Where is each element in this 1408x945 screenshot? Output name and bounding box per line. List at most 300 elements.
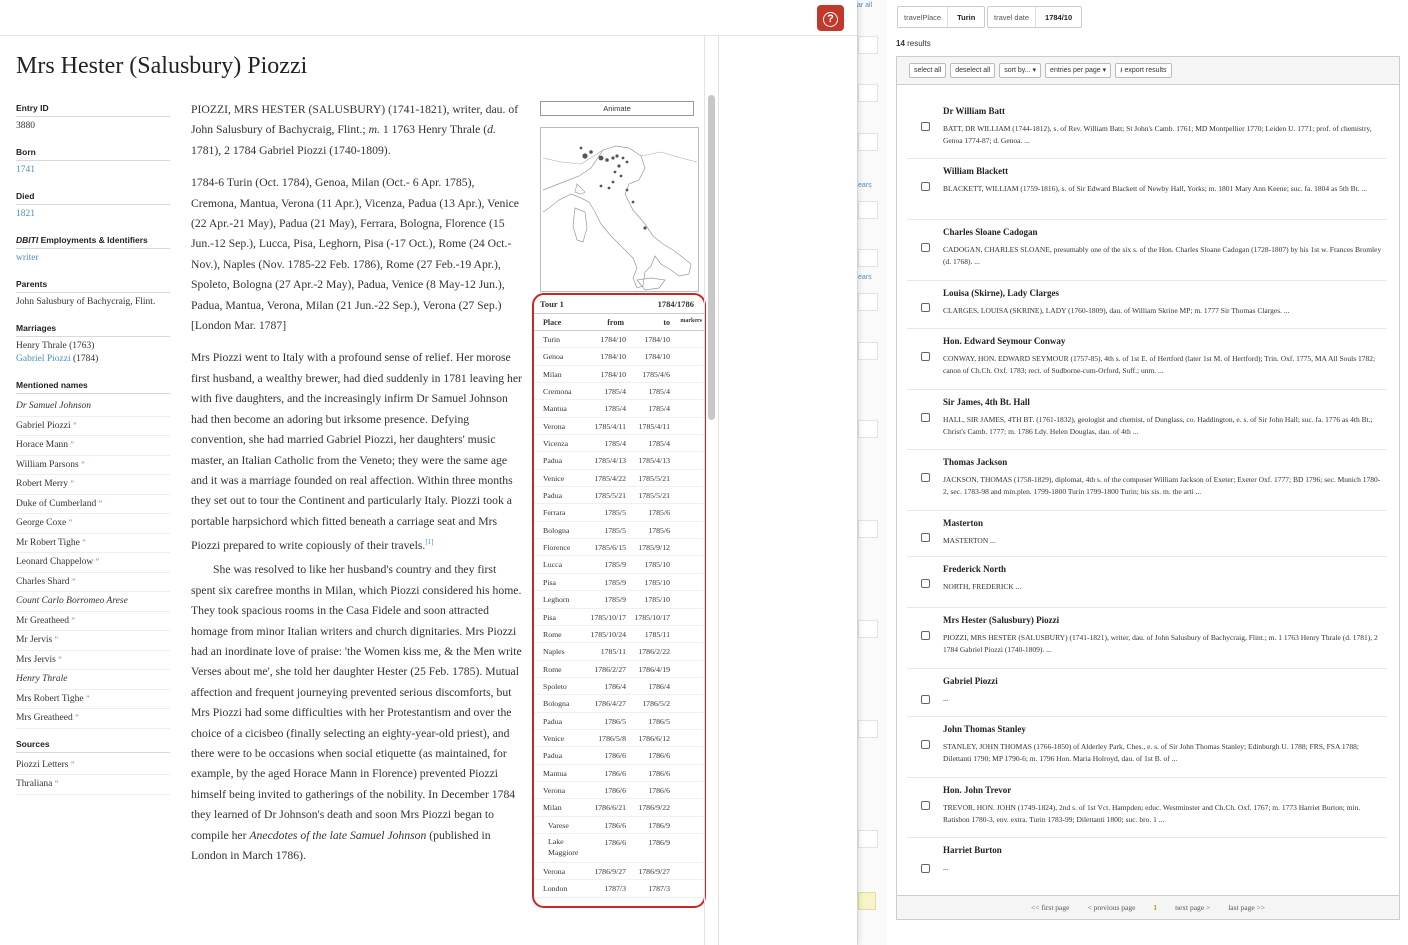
died-label: Died <box>16 191 170 205</box>
tour-to: 1785/6 <box>648 508 670 518</box>
tour-from: 1785/4/11 <box>594 421 626 431</box>
background-field <box>858 342 878 360</box>
marriage-name-link[interactable]: Gabriel Piozzi <box>16 354 71 364</box>
tour-to: 1786/9 <box>648 837 670 847</box>
mentioned-name-item[interactable] <box>16 456 170 476</box>
animate-button[interactable]: Animate <box>540 101 694 116</box>
tour-to: 1786/6 <box>648 768 670 778</box>
italy-map-icon <box>541 128 698 291</box>
result-name[interactable]: Thomas Jackson <box>943 457 1008 467</box>
entry-id-label: Entry ID <box>16 103 170 117</box>
result-description: TREVOR, HON. JOHN (1749-1824), 2nd s. of 1st Vct. Hampden; educ. Westminster and Ch.Ch. Oxf. 1767; m. 1773 Harriet Burton; min. Ratisbon 1780-3, env. extra. Turin 1783-99; Dilettanti 1800; suc. bro. 1 ... <box>943 803 1361 824</box>
quote-icon[interactable]: ” <box>71 615 74 625</box>
tour-row[interactable] <box>534 418 704 435</box>
result-name[interactable]: Frederick North <box>943 564 1007 574</box>
result-description: HALL, SIR JAMES, 4TH BT. (1761-1832), geologist and chemist, of Dunglass, co. Haddington, e. s. of Sir John Hall; suc. fa. 1776 as 4th Bt.; Christ's Camb. 1777; m. 1786 Ldy. Helen Douglas, dau. of 4th ... <box>943 415 1373 436</box>
result-name[interactable]: Louisa (Skirne), Lady Clarges <box>943 288 1060 298</box>
tour-from: 1785/10/24 <box>590 629 626 639</box>
result-description: NORTH, FREDERICK ... <box>943 582 1022 591</box>
quote-icon[interactable]: ” <box>72 420 76 430</box>
result-item[interactable] <box>907 511 1387 557</box>
mentioned-name: Horace Mann <box>16 440 68 450</box>
tour-place: Cremona <box>543 387 572 397</box>
mentioned-name-item[interactable] <box>16 514 170 534</box>
tour-row[interactable] <box>534 504 704 521</box>
result-description: MASTERTON ... <box>943 536 996 545</box>
employment-label-rest: Employments & Identifiers <box>38 235 148 245</box>
source-name: Piozzi Letters <box>16 759 69 770</box>
quote-icon[interactable]: ” <box>85 693 89 703</box>
column-header-to: to <box>663 318 670 327</box>
tour-row[interactable] <box>534 348 704 365</box>
tour-from: 1784/10 <box>600 335 626 344</box>
results-list <box>896 56 1400 920</box>
result-description: CADOGAN, CHARLES SLOANE, presumably one of the six s. of the Hon. Charles Sloane Cadogan (1728-1807) by his 1st w. Frances Bromley (d. 1768). ... <box>943 245 1382 266</box>
background-field <box>858 520 878 538</box>
background-field-highlight <box>858 892 876 910</box>
last-page-link[interactable]: last page >> <box>1228 903 1266 912</box>
tour-column-headers <box>534 314 704 331</box>
result-name[interactable]: Charles Sloane Cadogan <box>943 227 1038 237</box>
tour-to: 1786/6 <box>648 785 670 795</box>
result-item[interactable] <box>907 838 1387 898</box>
tour-to: 1784/10 <box>644 352 670 362</box>
background-field <box>858 720 878 738</box>
result-description: BATT, DR WILLIAM (1744-1812), s. of Rev. William Batt; St John's Camb. 1761; MD Montpellier 1770; Leiden U. 1771; prof. of chemistry, Genoa 1774-87; d. Genoa. ... <box>943 124 1372 145</box>
tour-to: 1786/9 <box>648 820 670 830</box>
tour-to: 1785/4 <box>648 404 670 414</box>
result-checkbox[interactable] <box>921 473 930 482</box>
tour-from: 1786/4/27 <box>594 699 626 709</box>
tour-row[interactable] <box>534 643 704 660</box>
tour-from: 1785/4 <box>604 387 626 397</box>
secondary-panel <box>718 36 857 945</box>
results-toolbar <box>897 57 1399 85</box>
sources-list <box>16 756 170 795</box>
tour-row[interactable] <box>534 522 704 539</box>
tour-row[interactable] <box>534 626 704 643</box>
result-item[interactable] <box>907 220 1387 281</box>
tour-row[interactable] <box>534 880 704 897</box>
tour-row[interactable] <box>534 863 704 880</box>
tour-place: London <box>543 884 568 894</box>
tour-title: Tour 1 <box>540 299 564 309</box>
tour-place: Florence <box>543 543 571 553</box>
result-description: CONWAY, HON. EDWARD SEYMOUR (1757-85), 4th s. of 1st E. of Hertford (later 1st M. of Hertford); Trin. Oxf. 1775, MA All Souls 1782; canon of Ch.Ch. Oxf. 1783; rect. of Sudborne-cum-Orford, Suff.; unm. ... <box>943 354 1376 375</box>
marriage-year: (1784) <box>72 354 99 364</box>
next-page-link[interactable]: next page > <box>1175 903 1211 912</box>
background-field <box>858 620 878 638</box>
tour-row[interactable] <box>534 817 704 834</box>
tour-place: Milan <box>543 369 562 379</box>
tour-to: 1786/4/19 <box>638 664 670 674</box>
result-checkbox[interactable] <box>921 579 930 588</box>
mentioned-name: George Coxe <box>16 518 67 528</box>
tour-place: Venice <box>543 733 565 743</box>
mentioned-name-item[interactable] <box>16 475 170 495</box>
tour-row[interactable] <box>534 713 704 730</box>
select-all-button[interactable]: select all <box>909 63 946 78</box>
tour-place: Verona <box>543 421 566 431</box>
tour-rows <box>534 331 704 898</box>
mentioned-name-item[interactable] <box>16 436 170 456</box>
page-title: Mrs Hester (Salusbury) Piozzi <box>16 53 308 79</box>
born-link[interactable]: 1741 <box>16 165 35 175</box>
tour-to: 1786/5/2 <box>642 699 670 709</box>
biography-text <box>191 100 523 867</box>
result-item[interactable] <box>907 281 1387 329</box>
background-field <box>858 830 878 848</box>
quote-icon[interactable]: ” <box>68 518 72 527</box>
tour-row[interactable] <box>534 470 704 487</box>
result-name[interactable]: Hon. John Trevor <box>943 785 1012 795</box>
source-name: Thraliana <box>16 779 53 789</box>
tour-place: Verona <box>543 785 566 795</box>
tour-from: 1784/10 <box>600 352 626 362</box>
tour-place: Mantua <box>543 768 567 778</box>
mentioned-name-item[interactable] <box>16 670 170 690</box>
mentioned-names-list <box>16 397 170 729</box>
tour-place: Spoleto <box>543 681 567 691</box>
tour-row[interactable] <box>534 765 704 782</box>
mentioned-name-item[interactable] <box>16 592 170 612</box>
mentioned-name-item[interactable] <box>16 651 170 671</box>
mentioned-name-item[interactable] <box>16 631 170 651</box>
result-checkbox[interactable] <box>921 413 930 422</box>
mentioned-names-label: Mentioned names <box>16 380 170 394</box>
tour-row[interactable] <box>534 556 704 573</box>
tour-from: 1786/5 <box>604 716 626 726</box>
mentioned-name-item[interactable] <box>16 612 170 632</box>
deselect-all-button[interactable]: deselect all <box>950 63 995 78</box>
tour-to: 1787/3 <box>648 884 670 894</box>
background-panel <box>857 0 887 945</box>
footnote-link[interactable]: [1] <box>425 538 434 547</box>
tour-from: 1785/10/17 <box>590 612 626 622</box>
mentioned-name: Mr Jervis <box>16 635 53 645</box>
mentioned-name: Count Carlo Borromeo Arese <box>16 596 128 606</box>
filter-value: 1784/10 <box>1045 12 1073 22</box>
result-item[interactable] <box>907 557 1387 608</box>
tour-to: 1785/10 <box>644 595 670 605</box>
source-item[interactable] <box>16 775 170 795</box>
tour-place: Lake Maggiore <box>548 836 579 857</box>
result-checkbox[interactable] <box>921 352 930 361</box>
entry-id-value: 3880 <box>16 121 35 131</box>
quote-icon[interactable]: ” <box>75 713 78 722</box>
tour-place: Mantua <box>543 404 567 414</box>
mentioned-name-item[interactable] <box>16 573 170 593</box>
column-header-from: from <box>607 318 624 327</box>
tour-to: 1785/5/21 <box>638 473 670 483</box>
entries-per-page-dropdown[interactable]: entries per page ▾ <box>1045 63 1111 78</box>
tour-place: Pisa <box>543 612 556 622</box>
tour-place: Genoa <box>543 352 564 362</box>
result-checkbox[interactable] <box>921 864 930 873</box>
tour-row[interactable] <box>534 591 704 608</box>
column-header-place: Place <box>543 318 562 327</box>
result-checkbox[interactable] <box>921 122 930 131</box>
tour-from: 1785/4 <box>604 439 626 449</box>
tour-from: 1785/5 <box>604 525 626 535</box>
result-checkbox[interactable] <box>921 740 930 749</box>
tour-place: Pisa <box>543 577 556 587</box>
tour-row[interactable] <box>534 331 704 348</box>
mentioned-name: Robert Merry <box>16 479 68 489</box>
quote-icon[interactable]: ” <box>95 557 99 566</box>
mentioned-name-item[interactable] <box>16 709 170 729</box>
tour-place: Rome <box>543 664 562 674</box>
tour-from: 1785/4 <box>604 404 626 414</box>
tour-from: 1787/3 <box>604 884 626 894</box>
marriage-item <box>16 353 170 366</box>
tour-dates: 1784/1786 <box>657 299 694 309</box>
result-item[interactable] <box>907 450 1387 511</box>
tour-place: Bologna <box>543 699 570 709</box>
tour-from: 1786/6 <box>604 837 626 847</box>
background-field <box>858 420 878 438</box>
tour-row[interactable] <box>534 695 704 712</box>
result-name[interactable]: Harriet Burton <box>943 845 1002 855</box>
mentioned-name: William Parsons <box>16 459 79 470</box>
tour-to: 1786/6/12 <box>638 733 670 743</box>
background-text: ar all <box>857 2 873 9</box>
background-field <box>858 84 878 102</box>
quote-icon[interactable]: ” <box>71 576 75 586</box>
tour-from: 1786/9/27 <box>594 866 626 876</box>
tour-place: Milan <box>543 803 562 813</box>
result-name[interactable]: John Thomas Stanley <box>943 724 1026 734</box>
tour-row[interactable] <box>534 539 704 556</box>
background-field <box>858 249 878 267</box>
bio-paragraph: Mrs Piozzi went to Italy with a profound sense of relief. Her morose first husband, a wealthy brewer, had died suddenly in 1781 leaving her with five daughters, and the increasingly infirm Dr Samuel Johnson had then become an adoring but irksome presence. Defying convention, she had married Gabriel Piozzi, her daughters' music master, an Italian Catholic from the Veneto; they were the same age and it was a marriage founded on real affection. Within three months they set out to tour the Continent and particularly Italy. Piozzi took a portable harpsichord which fitted beneath a carriage seat and Mrs Piozzi prepared to write copiously of their travels.[1] <box>191 351 522 553</box>
result-checkbox[interactable] <box>921 182 930 191</box>
tour-row[interactable] <box>534 383 704 400</box>
result-name[interactable]: Mrs Hester (Salusbury) Piozzi <box>943 615 1060 625</box>
tour-place: Ferrara <box>543 508 566 518</box>
result-item[interactable] <box>907 608 1387 669</box>
result-item[interactable] <box>907 99 1387 159</box>
tour-to: 1785/6 <box>648 525 670 535</box>
tour-to: 1785/10 <box>644 577 670 587</box>
background-field <box>858 201 878 219</box>
marriage-item <box>16 340 170 353</box>
results-count: 14 results <box>896 39 931 48</box>
tour-from: 1786/4 <box>604 681 626 691</box>
filter-value: Turin <box>957 12 976 22</box>
result-item[interactable] <box>907 717 1387 778</box>
result-item[interactable] <box>907 669 1387 717</box>
quote-icon[interactable]: ” <box>70 440 73 449</box>
source-item[interactable] <box>16 756 170 776</box>
quote-icon[interactable]: ” <box>70 479 73 488</box>
result-name[interactable]: William Blackett <box>943 166 1009 176</box>
tour-from: 1785/11 <box>600 647 626 657</box>
tour-row[interactable] <box>534 782 704 799</box>
quote-icon[interactable]: ” <box>54 635 58 644</box>
tour-to: 1786/4 <box>648 681 670 691</box>
tour-to: 1785/11 <box>644 629 670 639</box>
parents-label: Parents <box>16 279 170 293</box>
tour-to: 1785/9/12 <box>638 543 670 553</box>
help-button[interactable] <box>817 5 844 31</box>
tour-from: 1785/9 <box>604 595 626 605</box>
tour-to: 1784/10 <box>644 335 670 344</box>
tour-map[interactable] <box>540 127 699 292</box>
result-item[interactable] <box>907 159 1387 220</box>
tour-to: 1786/9/27 <box>638 866 670 876</box>
tour-to: 1785/10/17 <box>634 612 670 622</box>
tour-row[interactable] <box>534 400 704 417</box>
filter-key: travel date <box>988 7 1036 27</box>
bio-paragraph: She was resolved to like her husband's country and they first spent six carefree months in Milan, which Piozzi considered his home. They took spacious rooms in the Casa Fidele and soon attracted homage from minor Italian writers and church dignitaries. Mrs Piozzi had an inordinate love of praise: 'the Women kiss me, & the Men write Verses about me', she told her daughter Hester (25 Feb. 1785). Mutual affection and frequent journeying prevented serious discomforts, but Mrs Piozzi had some difficulties with her Protestantism and over the choice of a cicisbeo (finally selecting an eighty-year-old priest), and there were to be occasions when social etiquette (as maintained, for example, by the aged Horace Mann in Florence) prevented Piozzi himself being invited to gatherings of the nobility. In December 1784 they learned of Dr Johnson's death and soon Mrs Piozzi began to compile her Anecdotes of the late Samuel Johnson (published in London in March 1786). <box>191 563 522 863</box>
mentioned-name: Mr Robert Tighe <box>16 537 80 548</box>
employment-label-prefix: DBITI <box>16 235 39 245</box>
tour-from: 1785/5/21 <box>594 491 626 501</box>
mentioned-name: Mrs Robert Tighe <box>16 693 84 704</box>
background-field <box>858 133 878 151</box>
tour-to: 1785/4 <box>648 387 670 397</box>
mentioned-name: Mrs Greatheed <box>16 713 73 723</box>
mentioned-name: Dr Samuel Johnson <box>16 401 91 411</box>
tour-to: 1786/5 <box>648 716 670 726</box>
quote-icon[interactable]: ” <box>58 654 61 664</box>
mentioned-name: Charles Shard <box>16 576 70 587</box>
result-description: PIOZZI, MRS HESTER (SALUSBURY) (1741-1821), writer, dau. of John Salusbury of Bachycraig, Flint.; m. 1 1763 Henry Thrale (d. 1781), 2 1784 Gabriel Piozzi (1740-1809). ... <box>943 633 1378 654</box>
result-name[interactable]: Hon. Edward Seymour Conway <box>943 336 1066 346</box>
tour-to: 1785/5/21 <box>638 491 670 501</box>
filter-travel-date[interactable] <box>987 6 1082 28</box>
tour-row[interactable] <box>534 747 704 764</box>
filter-travel-place[interactable] <box>897 6 985 28</box>
tour-to: 1786/2/22 <box>638 647 670 657</box>
tour-to: 1786/6 <box>648 751 670 761</box>
result-description: BLACKETT, WILLIAM (1759-1816), s. of Sir Edward Blackett of Newby Hall, Yorks; m. 1801 Mary Ann Keene; suc. fa. 1804 as 5th Bt. ... <box>943 184 1368 193</box>
sources-label: Sources <box>16 739 170 753</box>
tour-place: Bologna <box>543 525 570 535</box>
mentioned-name-item[interactable] <box>16 690 170 710</box>
tour-row[interactable] <box>534 834 704 863</box>
result-checkbox[interactable] <box>921 533 930 542</box>
tour-to: 1786/9/22 <box>638 803 670 813</box>
result-item[interactable] <box>907 390 1387 450</box>
bio-scrollbar[interactable] <box>708 95 715 420</box>
tour-to: 1785/4 <box>648 439 670 449</box>
result-description: STANLEY, JOHN THOMAS (1766-1850) of Alderley Park, Ches., e. s. of Sir John Thomas Stanley; Edinburgh U. 1788; FRS, FSA 1788; Dilettanti 1790; MP 1790-6; m. 1796 Hon. Maria Holroyd, dau. of 1st B. of ... <box>943 742 1359 763</box>
tour-place: Lucca <box>543 560 563 570</box>
tour-from: 1786/6 <box>604 785 626 795</box>
result-description: ... <box>943 694 949 703</box>
quote-icon[interactable]: ” <box>82 537 85 547</box>
tour-to: 1785/10 <box>644 560 670 570</box>
tour-table <box>532 293 706 908</box>
result-description: ... <box>943 863 949 872</box>
result-checkbox[interactable] <box>921 243 930 252</box>
bio-paragraph: PIOZZI, MRS HESTER (SALUSBURY) (1741-1821), writer, dau. of John Salusbury of Bachycraig, Flint.; m. 1 1763 Henry Thrale (d. 1781), 2 1784 Gabriel Piozzi (1740-1809). <box>191 103 519 157</box>
tour-from: 1786/2/27 <box>594 664 626 674</box>
tour-place: Padua <box>543 716 563 726</box>
tour-place: Verona <box>543 866 566 876</box>
quote-icon[interactable]: ” <box>98 498 102 508</box>
tour-to: 1785/4/6 <box>642 369 670 379</box>
tour-from: 1785/6/15 <box>594 543 626 553</box>
tour-place: Naples <box>543 647 565 657</box>
employment-link[interactable]: writer <box>16 253 39 263</box>
tour-place: Turin <box>543 335 561 344</box>
quote-icon[interactable]: ” <box>81 459 84 469</box>
mentioned-name-item[interactable] <box>16 553 170 573</box>
sort-by-dropdown[interactable]: sort by... ▾ <box>999 63 1041 78</box>
tour-row[interactable] <box>534 435 704 452</box>
mentioned-name-item[interactable] <box>16 417 170 437</box>
mentioned-name-item[interactable] <box>16 534 170 554</box>
previous-page-link[interactable]: < previous page <box>1087 903 1136 912</box>
quote-icon[interactable]: ” <box>54 779 58 788</box>
tour-row[interactable] <box>534 609 704 626</box>
tour-to: 1785/4/13 <box>638 456 670 466</box>
tour-from: 1785/4/13 <box>594 456 626 466</box>
result-name[interactable]: Sir James, 4th Bt. Hall <box>943 397 1030 407</box>
mentioned-name: Mrs Jervis <box>16 654 56 665</box>
quote-icon[interactable]: ” <box>70 759 74 769</box>
result-checkbox[interactable] <box>921 631 930 640</box>
tour-row[interactable] <box>534 661 704 678</box>
tour-from: 1784/10 <box>600 369 626 379</box>
tour-place: Rome <box>543 629 562 639</box>
tour-row[interactable] <box>534 452 704 469</box>
tour-from: 1785/9 <box>604 577 626 587</box>
tour-place: Padua <box>543 491 563 501</box>
background-field <box>858 293 878 311</box>
column-header-markers: markers <box>680 318 702 324</box>
pagination <box>897 895 1399 919</box>
result-item[interactable] <box>907 329 1387 390</box>
mentioned-name-item[interactable] <box>16 397 170 417</box>
tour-from: 1786/6 <box>604 820 626 830</box>
result-item[interactable] <box>907 778 1387 838</box>
tour-to: 1785/4/11 <box>638 421 670 431</box>
died-link[interactable]: 1821 <box>16 209 35 219</box>
mentioned-name-item[interactable] <box>16 495 170 515</box>
overlay-header <box>0 0 857 36</box>
marriage-name: Henry Thrale <box>16 341 67 351</box>
result-checkbox[interactable] <box>921 695 930 704</box>
tour-row[interactable] <box>534 366 704 383</box>
question-circle-icon: ? <box>823 12 838 27</box>
background-text: ears <box>858 182 872 189</box>
mentioned-name: Leonard Chappelow <box>16 557 94 567</box>
export-results-button[interactable]: ⭳ export results <box>1115 63 1171 78</box>
result-name[interactable]: Dr William Batt <box>943 106 1006 116</box>
tour-from: 1786/6 <box>604 768 626 778</box>
tour-row[interactable] <box>534 730 704 747</box>
tour-from: 1785/9 <box>604 560 626 570</box>
result-description: CLARGES, LOUISA (SKRINE), LADY (1760-1809), dau. of William Skrine MP; m. 1777 Sir Thomas Clarges. ... <box>943 306 1290 315</box>
tour-row[interactable] <box>534 799 704 816</box>
current-page: 1 <box>1153 903 1158 912</box>
result-name[interactable]: Gabriel Piozzi <box>943 676 998 686</box>
result-checkbox[interactable] <box>921 303 930 312</box>
marriages-label: Marriages <box>16 323 170 337</box>
tour-place: Padua <box>543 456 563 466</box>
filter-key: travelPlace <box>898 7 948 27</box>
first-page-link[interactable]: << first page <box>1030 903 1070 912</box>
result-name[interactable]: Masterton <box>943 518 983 528</box>
tour-row[interactable] <box>534 574 704 591</box>
tour-row[interactable] <box>534 487 704 504</box>
result-checkbox[interactable] <box>921 801 930 810</box>
tour-row[interactable] <box>534 678 704 695</box>
